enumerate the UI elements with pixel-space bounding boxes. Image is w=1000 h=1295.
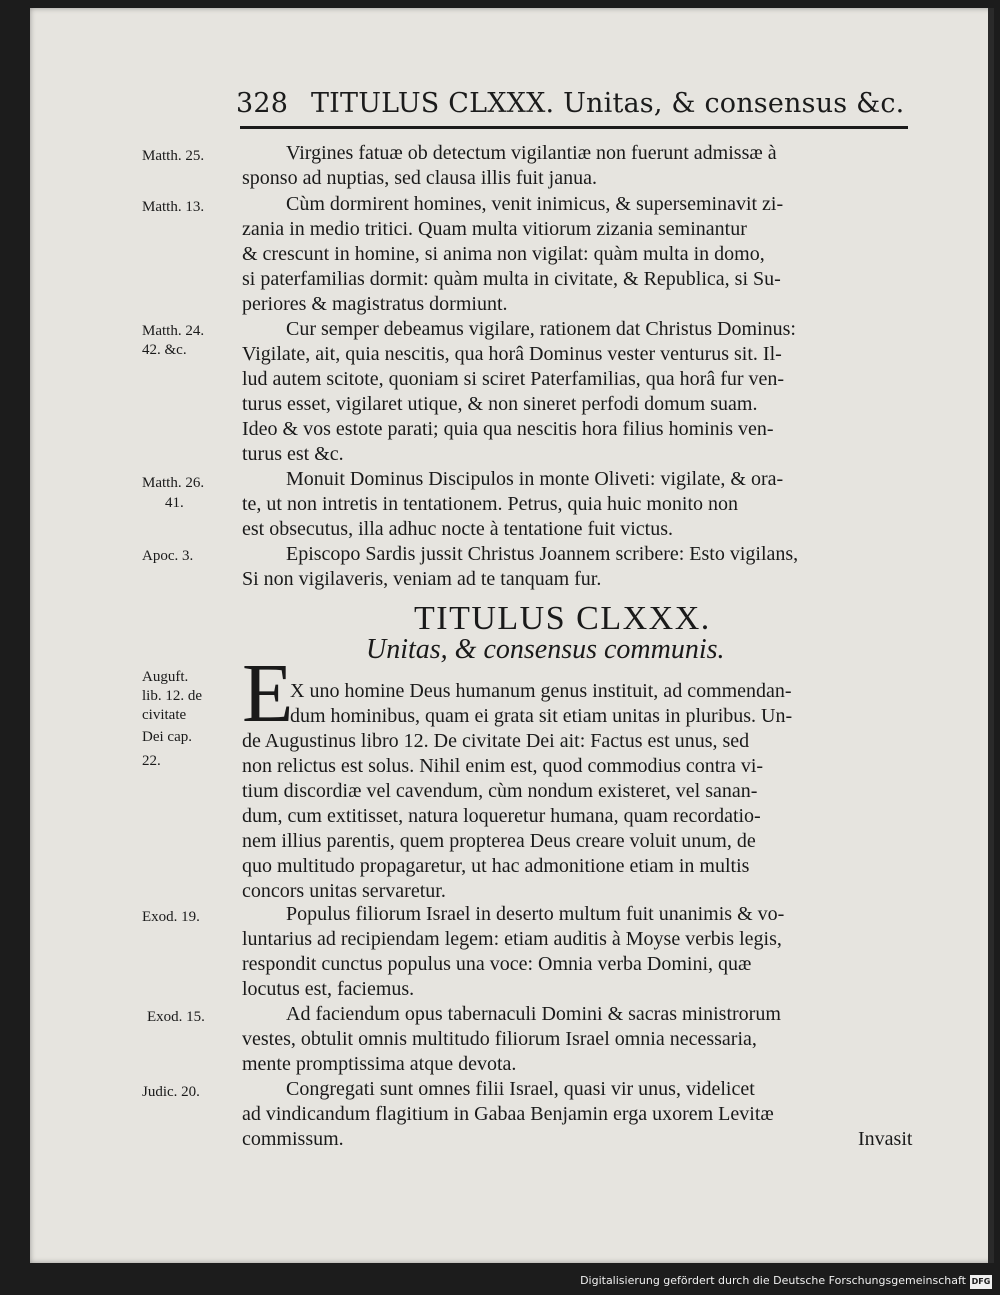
text-line: quo multitudo propagaretur, ut hac admonitione etiam in multis [242, 855, 750, 877]
digitization-credit: Digitalisierung gefördert durch die Deutsche Forschungsgemeinschaft [580, 1274, 966, 1287]
text-line: non relictus est solus. Nihil enim est, quod commodius contra vi- [242, 755, 764, 777]
text-line: nem illius parentis, quem propterea Deus creare voluit unum, de [242, 830, 756, 852]
text-line: X uno homine Deus humanum genus instituit, ad commendan- [290, 680, 792, 702]
text-line: Congregati sunt omnes filii Israel, quasi vir unus, videlicet [286, 1078, 755, 1100]
text-line: Si non vigilaveris, veniam ad te tanquam fur. [242, 568, 602, 590]
text-line: turus esset, vigilaret utique, & non sineret perfodi domum suam. [242, 393, 758, 415]
margin-reference: lib. 12. de [142, 688, 202, 704]
text-line: turus est &c. [242, 443, 344, 465]
text-line: periores & magistratus dormiunt. [242, 293, 508, 315]
text-line: tium discordiæ vel cavendum, cùm nondum existeret, vel sanan- [242, 780, 758, 802]
text-line: luntarius ad recipiendam legem: etiam auditis à Moyse verbis legis, [242, 928, 782, 950]
text-line: vestes, obtulit omnis multitudo filiorum Israel omnia necessaria, [242, 1028, 757, 1050]
margin-reference: Matth. 24. [142, 323, 205, 339]
dfg-logo: DFG [970, 1275, 992, 1289]
margin-reference: Apoc. 3. [142, 548, 194, 564]
text-line: Ideo & vos estote parati; quia qua nescitis hora filius hominis ven- [242, 418, 774, 440]
text-line: dum, cum extitisset, natura loqueretur humana, quam recordatio- [242, 805, 761, 827]
running-header [236, 88, 905, 119]
margin-reference: 22. [142, 753, 161, 769]
text-line: zania in medio tritici. Quam multa vitiorum zizania seminantur [242, 218, 747, 240]
drop-cap: E [242, 647, 294, 740]
margin-reference: Auguft. [142, 669, 189, 685]
text-line: est obsecutus, illa adhuc nocte à tentatione fuit victus. [242, 518, 673, 540]
margin-reference: civitate [142, 707, 187, 723]
margin-reference: Matth. 26. [142, 475, 205, 491]
text-line: respondit cunctus populus una voce: Omnia verba Domini, quæ [242, 953, 752, 975]
text-line: Vigilate, ait, quia nescitis, qua horâ Dominus vester venturus sit. Il- [242, 343, 782, 365]
margin-reference: Matth. 25. [142, 148, 205, 164]
running-title: TITULUS CLXXX. Unitas, & consensus &c. [310, 88, 905, 119]
text-line: commissum. [242, 1128, 344, 1150]
text-line: locutus est, faciemus. [242, 978, 415, 1000]
text-line: concors unitas servaretur. [242, 880, 446, 902]
margin-reference: Judic. 20. [142, 1084, 200, 1100]
section-subtitle: Unitas, & consensus communis. [366, 634, 725, 665]
text-line: & crescunt in homine, si anima non vigilat: quàm multa in domo, [242, 243, 765, 265]
header-rule [240, 126, 908, 129]
text-line: ad vindicandum flagitium in Gabaa Benjamin erga uxorem Levitæ [242, 1103, 774, 1125]
page-edge [988, 8, 994, 1263]
margin-reference: Exod. 19. [142, 909, 200, 925]
page-number: 328 [236, 88, 289, 119]
margin-reference: Dei cap. [142, 729, 192, 745]
section-title: TITULUS CLXXX. [414, 600, 711, 637]
text-line: si paterfamilias dormit: quàm multa in civitate, & Republica, si Su- [242, 268, 781, 290]
margin-reference: 42. &c. [142, 342, 187, 358]
text-line: sponso ad nuptias, sed clausa illis fuit janua. [242, 167, 597, 189]
text-line: Monuit Dominus Discipulos in monte Oliveti: vigilate, & ora- [286, 468, 784, 490]
text-line: Episcopo Sardis jussit Christus Joannem scribere: Esto vigilans, [286, 543, 799, 565]
text-line: Cùm dormirent homines, venit inimicus, & superseminavit zi- [286, 193, 784, 215]
text-line: dum hominibus, quam ei grata sit etiam unitas in pluribus. Un- [290, 705, 793, 727]
text-line: de Augustinus libro 12. De civitate Dei ait: Factus est unus, sed [242, 730, 750, 752]
text-line: Virgines fatuæ ob detectum vigilantiæ non fuerunt admissæ à [286, 142, 777, 164]
catchword: Invasit [858, 1128, 913, 1150]
text-line: te, ut non intretis in tentationem. Petrus, quia huic monito non [242, 493, 739, 515]
text-line: Cur semper debeamus vigilare, rationem dat Christus Dominus: [286, 318, 796, 340]
margin-reference: 41. [165, 495, 184, 511]
text-line: Populus filiorum Israel in deserto multum fuit unanimis & vo- [286, 903, 785, 925]
margin-reference: Exod. 15. [147, 1009, 205, 1025]
text-line: lud autem scitote, quoniam si sciret Paterfamilias, qua horâ fur ven- [242, 368, 785, 390]
margin-reference: Matth. 13. [142, 199, 205, 215]
text-line: mente promptissima atque devota. [242, 1053, 517, 1075]
text-line: Ad faciendum opus tabernaculi Domini & sacras ministrorum [286, 1003, 781, 1025]
